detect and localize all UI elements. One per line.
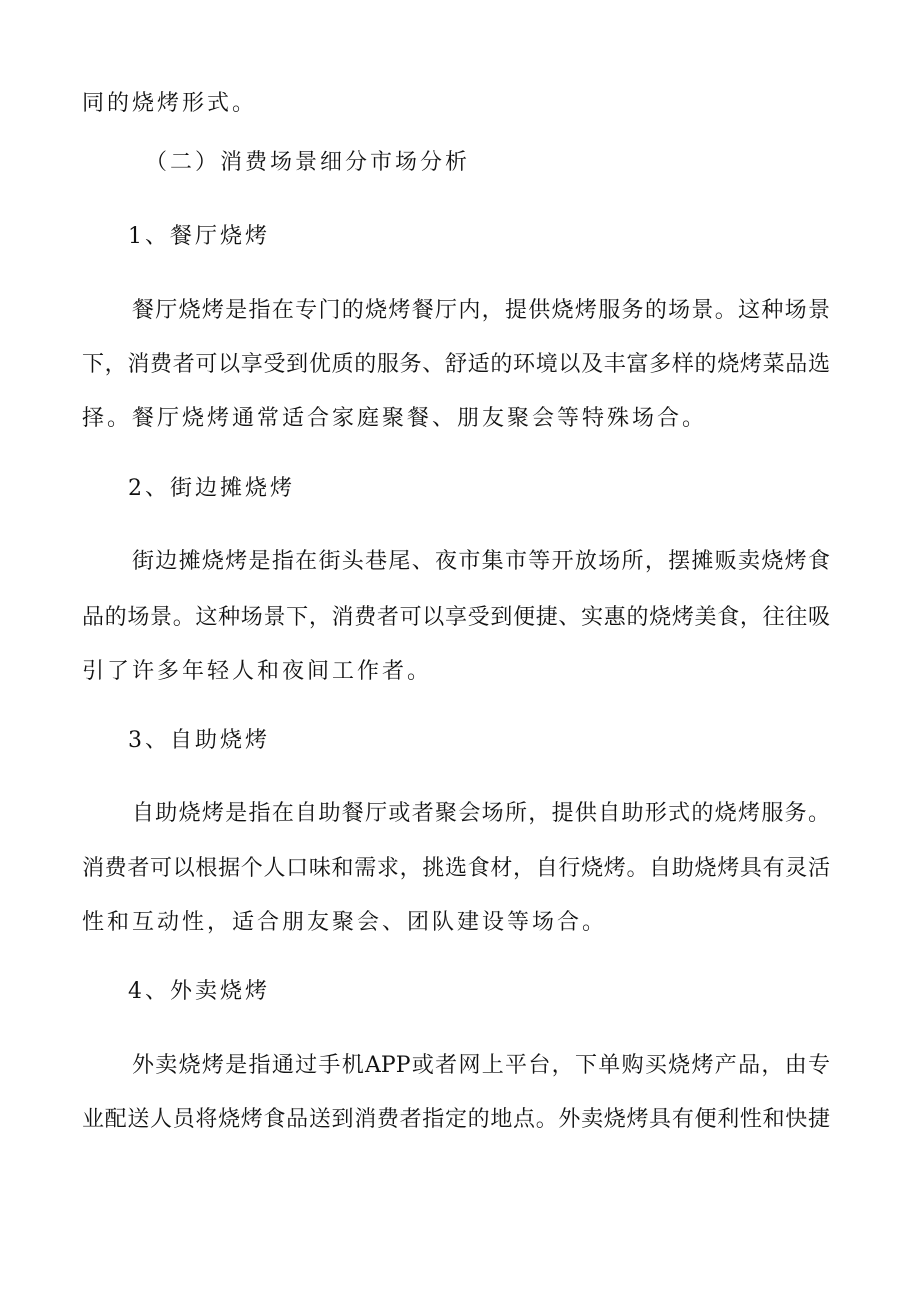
section-heading: （二）消费场景细分市场分析 (145, 150, 471, 175)
paragraph-line: 外卖烧烤是指通过手机APP或者网上平台，下单购买烧烤产品，由专 (132, 1053, 830, 1078)
paragraph-line: 街边摊烧烤是指在街头巷尾、夜市集市等开放场所，摆摊贩卖烧烤食 (132, 549, 830, 574)
paragraph-line: 自助烧烤是指在自助餐厅或者聚会场所，提供自助形式的烧烤服务。 (132, 801, 830, 826)
paragraph-line: 性和互动性，适合朋友聚会、团队建设等场合。 (82, 910, 608, 935)
paragraph-line: 消费者可以根据个人口味和需求，挑选食材，自行烧烤。自助烧烤具有灵活 (82, 856, 830, 881)
paragraph-line: 餐厅烧烤是指在专门的烧烤餐厅内，提供烧烤服务的场景。这种场景 (132, 298, 830, 323)
item-heading: 2、街边摊烧烤 (128, 476, 295, 501)
paragraph-line: 业配送人员将烧烤食品送到消费者指定的地点。外卖烧烤具有便利性和快捷 (82, 1107, 830, 1132)
paragraph-line: 品的场景。这种场景下，消费者可以享受到便捷、实惠的烧烤美食，往往吸 (82, 605, 830, 630)
item-heading: 3、自助烧烤 (128, 728, 270, 753)
paragraph-line: 下，消费者可以享受到优质的服务、舒适的环境以及丰富多样的烧烤菜品选 (82, 352, 830, 377)
item-heading: 1、餐厅烧烤 (128, 224, 270, 249)
continuation-text: 同的烧烤形式。 (82, 91, 258, 116)
paragraph-line: 择。餐厅烧烤通常适合家庭聚餐、朋友聚会等特殊场合。 (82, 406, 708, 431)
item-heading: 4、外卖烧烤 (128, 979, 270, 1004)
paragraph-line: 引了许多年轻人和夜间工作者。 (82, 659, 433, 684)
